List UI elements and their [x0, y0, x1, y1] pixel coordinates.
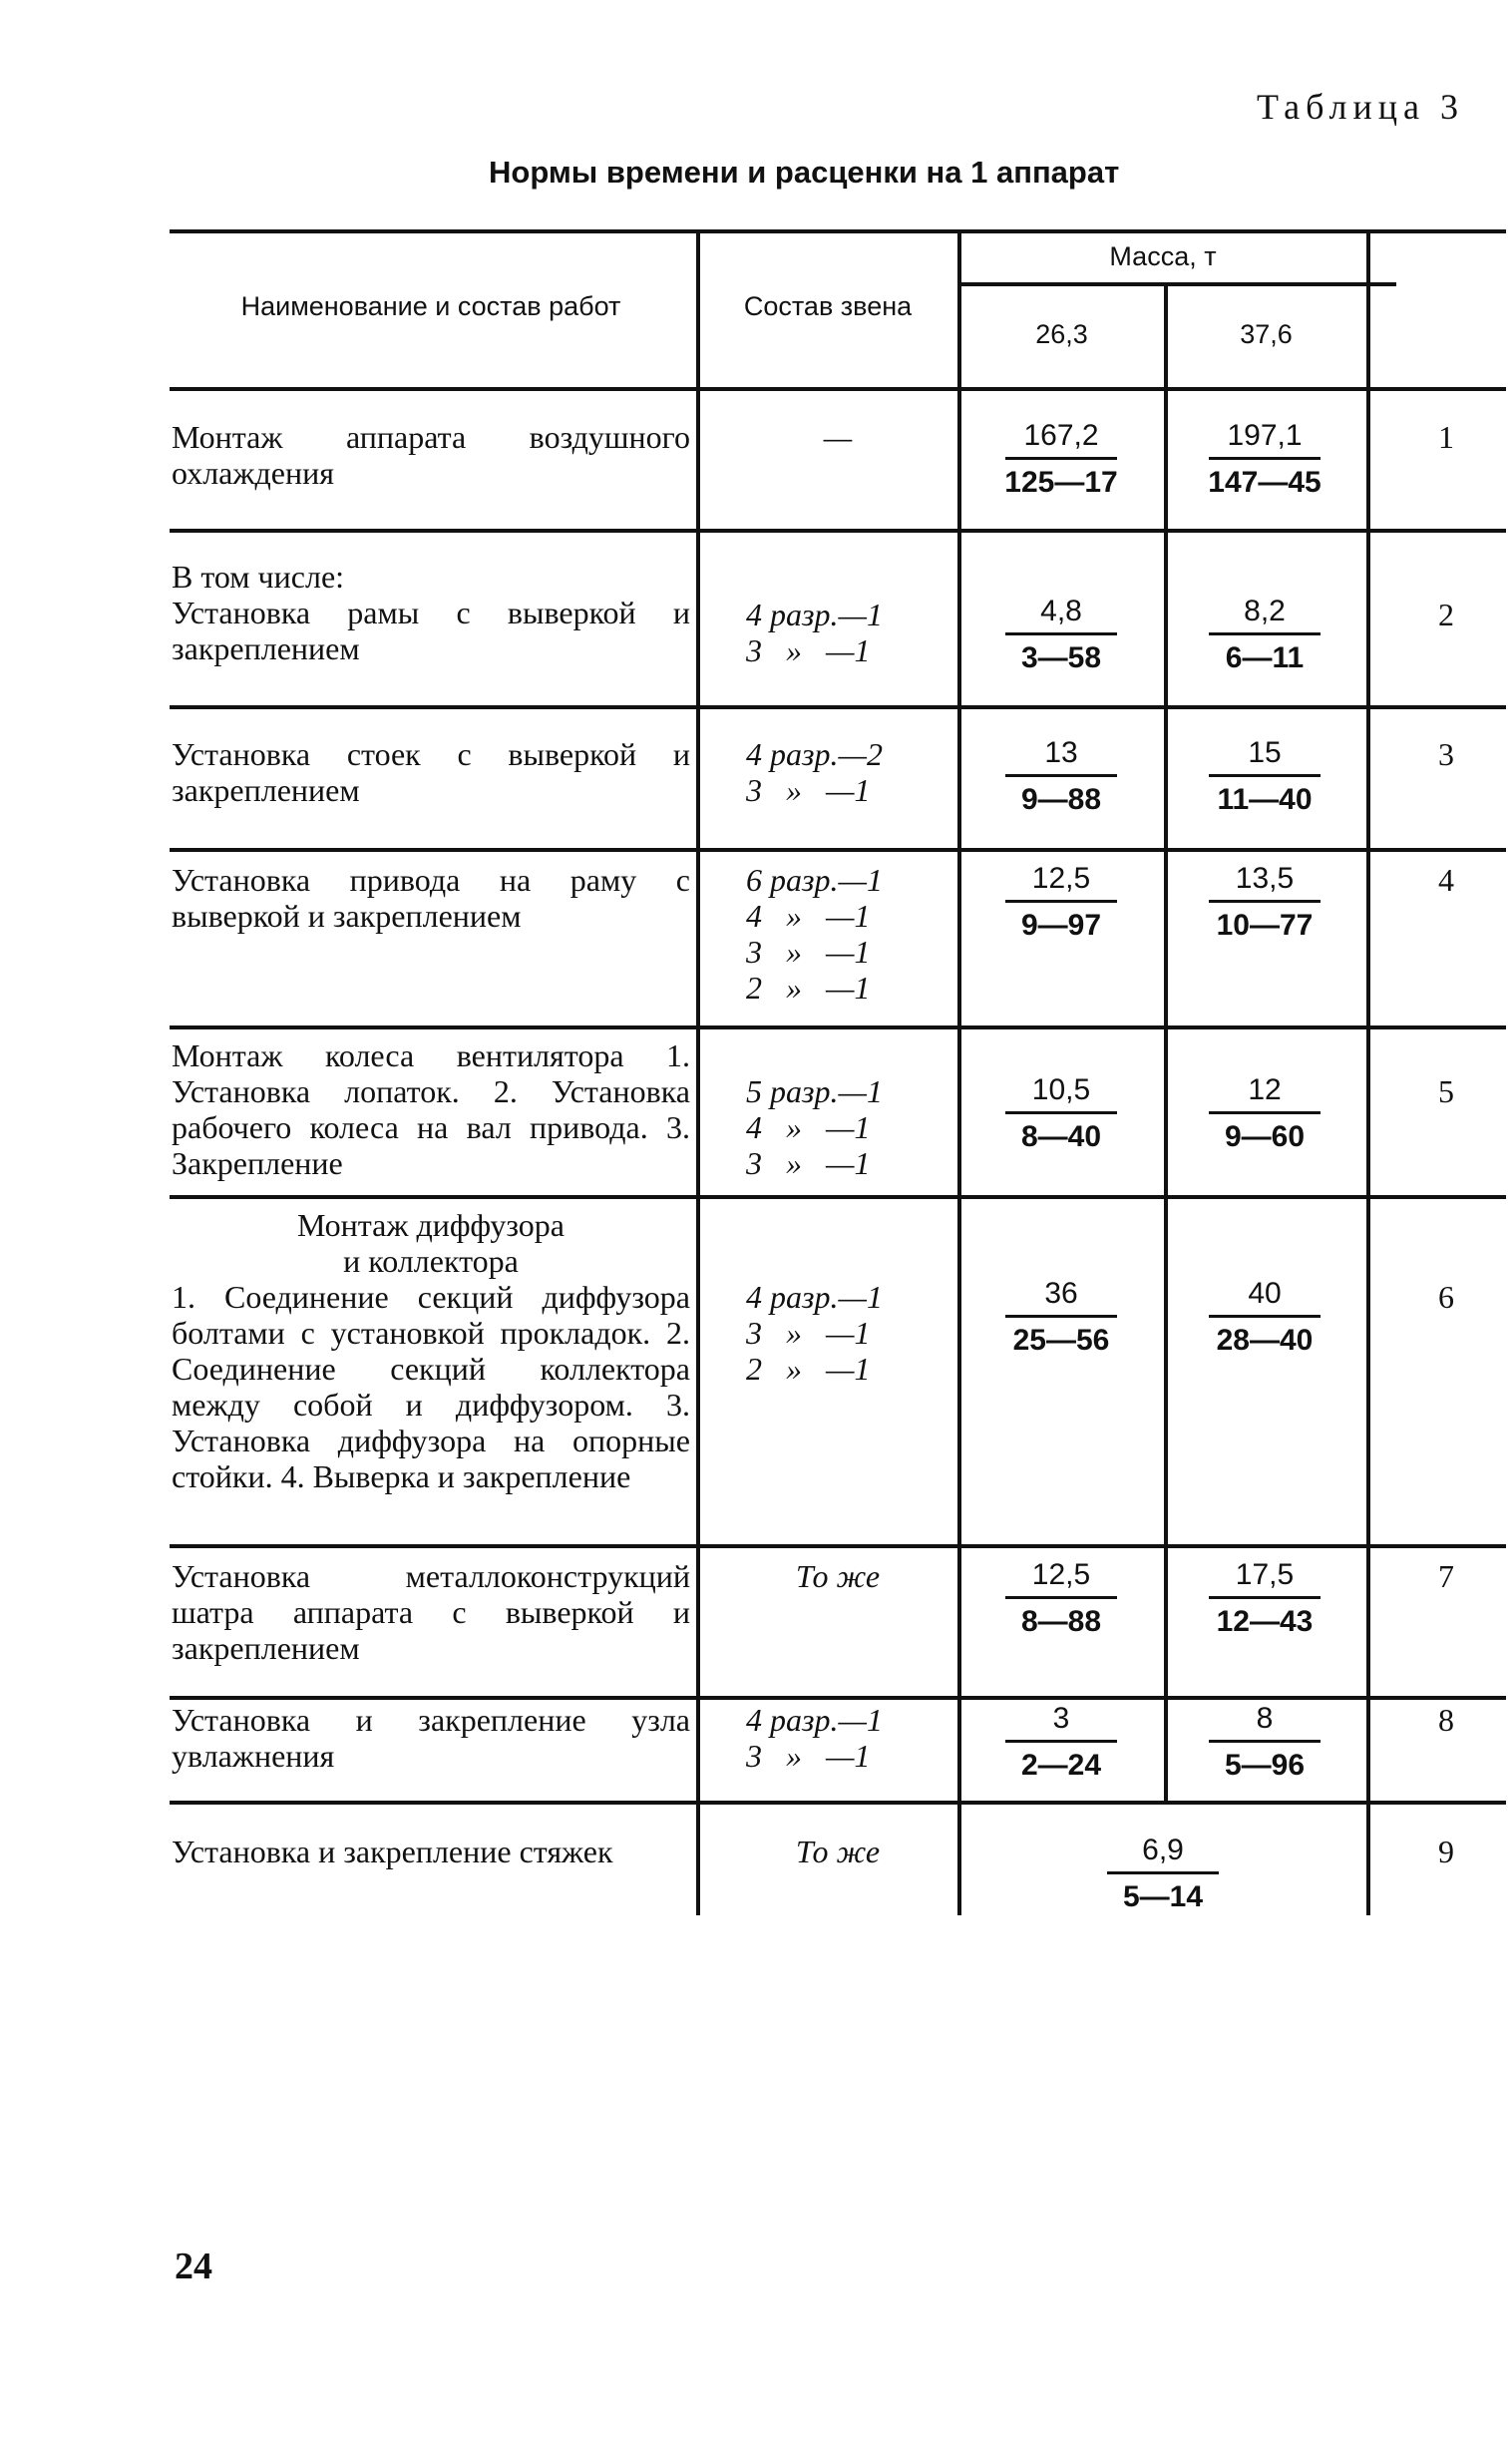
crew: 4 разр.—1 3 » —1	[746, 1702, 883, 1774]
norm-26-3	[961, 1275, 1161, 1360]
norm-26-3	[961, 1071, 1161, 1156]
norm-26-3	[961, 593, 1161, 677]
rate: 6—11	[1225, 641, 1305, 674]
rate: 9—97	[1020, 909, 1102, 942]
time-norm: 3	[1052, 1702, 1070, 1735]
work-name: Установка и закрепление узла увлажнения	[172, 1702, 690, 1774]
work-name: Установка металлоконструкций шатра аппарата с выверкой и закреплением	[172, 1558, 690, 1666]
norm-26-3	[961, 417, 1161, 502]
time-norm: 12,5	[1031, 1558, 1091, 1591]
rate: 5—14	[1122, 1880, 1204, 1913]
norm-37-6	[1165, 417, 1364, 502]
norm-26-3	[961, 860, 1161, 945]
time-norm: 8,2	[1244, 595, 1286, 627]
row-number: 4	[1438, 862, 1454, 898]
time-norm: 6,9	[1142, 1834, 1184, 1866]
rate: 8—40	[1020, 1120, 1102, 1153]
row-number: 2	[1438, 597, 1454, 632]
time-norm: 167,2	[1023, 419, 1099, 452]
rate: 10—77	[1216, 909, 1314, 942]
norm-37-6	[1165, 1071, 1364, 1156]
time-norm: 17,5	[1235, 1558, 1295, 1591]
rate: 8—88	[1020, 1605, 1102, 1638]
work-name: 1. Соединение секций диффузора болтами с установкой прокладок. 2. Соединение секций коллектора между собой и диффузором. 3. Установка диффузора на опорные стойки. 4. Выверка и закрепление	[172, 1279, 690, 1494]
table-label: Таблица 3	[1257, 87, 1464, 127]
norm-37-6	[1165, 1556, 1364, 1641]
crew: То же	[795, 1558, 881, 1594]
row-number: 5	[1438, 1073, 1454, 1109]
norm-37-6	[1165, 734, 1364, 819]
work-name: Установка стоек с выверкой и закреплением	[172, 736, 690, 808]
rate: 5—96	[1224, 1749, 1306, 1782]
crew: 4 разр.—1 3 » —1 2 » —1	[746, 1279, 883, 1387]
crew: 4 разр.—2 3 » —1	[746, 736, 883, 808]
rate: 25—56	[1012, 1324, 1110, 1357]
work-name: Установка привода на раму с выверкой и закреплением	[172, 862, 690, 934]
row-number: 6	[1438, 1279, 1454, 1315]
time-norm: 13,5	[1235, 862, 1295, 895]
norm-26-3	[961, 734, 1161, 819]
crew: То же	[795, 1834, 881, 1869]
crew: 6 разр.—1 4 » —1 3 » —1 2 » —1	[746, 862, 883, 1006]
header-name: Наименование и состав работ	[240, 291, 621, 321]
header-mass: Масса, т	[1109, 241, 1217, 271]
rate: 28—40	[1216, 1324, 1314, 1357]
time-norm: 15	[1248, 736, 1282, 769]
time-norm: 12,5	[1031, 862, 1091, 895]
norm-merged	[1063, 1832, 1263, 1916]
time-norm: 13	[1044, 736, 1078, 769]
crew: 4 разр.—1 3 » —1	[746, 597, 883, 668]
table-title: Нормы времени и расценки на 1 аппарат	[489, 155, 1120, 190]
row-number: 1	[1438, 419, 1454, 455]
norm-26-3	[961, 1700, 1161, 1785]
rate: 147—45	[1208, 466, 1322, 499]
norm-37-6	[1165, 1700, 1364, 1785]
row-number: 7	[1438, 1558, 1454, 1594]
time-norm: 8	[1256, 1702, 1274, 1735]
rate: 12—43	[1216, 1605, 1314, 1638]
rate: 2—24	[1020, 1749, 1102, 1782]
norm-37-6	[1165, 593, 1364, 677]
header-mass-2: 37,6	[1240, 319, 1293, 349]
work-name: Монтаж колеса вентилятора 1. Установка лопаток. 2. Установка рабочего колеса на вал привода. 3. Закрепление	[172, 1037, 690, 1181]
norm-37-6	[1165, 860, 1364, 945]
rate: 3—58	[1020, 641, 1102, 674]
work-name: В том числе: Установка рамы с выверкой и закреплением	[172, 559, 690, 666]
row-number: 9	[1438, 1834, 1454, 1869]
time-norm: 40	[1248, 1277, 1282, 1310]
row-number: 8	[1438, 1702, 1454, 1738]
norm-26-3	[961, 1556, 1161, 1641]
crew: 5 разр.—1 4 » —1 3 » —1	[746, 1073, 883, 1181]
work-name: Монтаж аппарата воздушного охлаждения	[172, 419, 690, 491]
header-crew: Состав звена	[743, 291, 913, 321]
time-norm: 12	[1248, 1073, 1282, 1106]
work-name: Установка и закрепление стяжек	[172, 1834, 613, 1869]
time-norm: 36	[1044, 1277, 1078, 1310]
rate: 11—40	[1217, 783, 1313, 816]
time-norm: 197,1	[1227, 419, 1303, 452]
time-norm: 4,8	[1040, 595, 1082, 627]
time-norm: 10,5	[1031, 1073, 1091, 1106]
rate: 125—17	[1004, 466, 1118, 499]
header-mass-1: 26,3	[1035, 319, 1088, 349]
row-number: 3	[1438, 736, 1454, 772]
crew: —	[823, 419, 853, 455]
rate: 9—60	[1224, 1120, 1306, 1153]
norm-37-6	[1165, 1275, 1364, 1360]
page-number: 24	[175, 2246, 212, 2287]
work-heading: Монтаж диффузора и коллектора	[296, 1207, 565, 1279]
rate: 9—88	[1020, 783, 1102, 816]
